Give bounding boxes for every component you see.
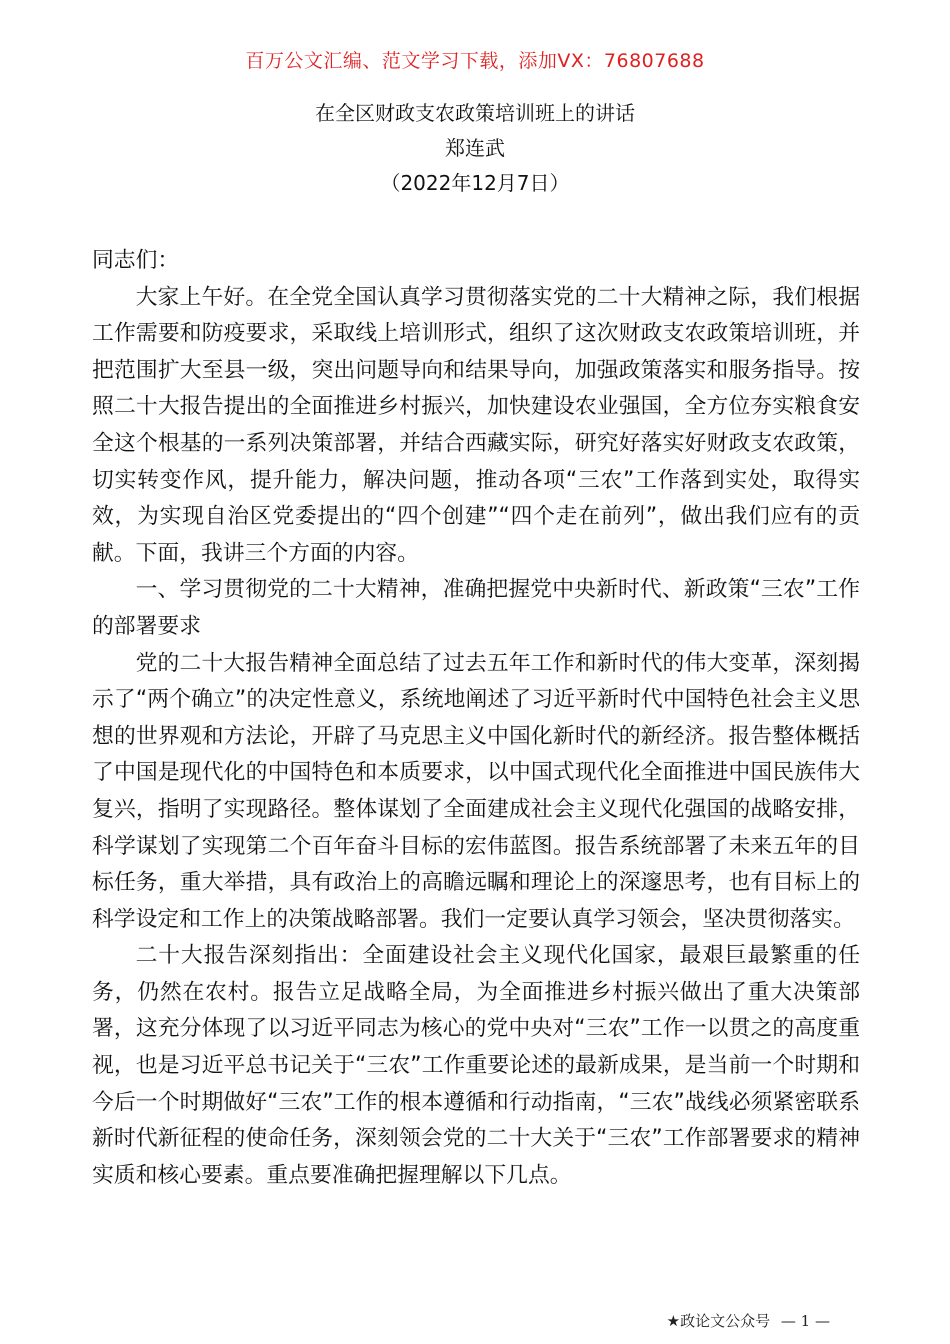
paragraph-opening: 大家上午好。在全党全国认真学习贯彻落实党的二十大精神之际，我们根据工作需要和防疫要求，采取线上培训形式，组织了这次财政支农政策培训班，并把范围扩大至县一级，突出问题导向和结果导向，加强政策落实和服务指导。按照二十大报告提出的全面推进乡村振兴，加快建设农业强国，全方位夯实粮食安全这个根基的一系列决策部署，并结合西藏实际，研究好落实好财政支农政策，切实转变作风，提升能力，解决问题，推动各项“三农”工作落到实处，取得实效，为实现自治区党委提出的“四个创建”“四个走在前列”，做出我们应有的贡献。下面，我讲三个方面的内容。 bbox=[92, 284, 860, 566]
watermark-banner: 百万公文汇编、范文学习下载，添加VX：76807688 bbox=[245, 50, 705, 72]
document-date: （2022年12月7日） bbox=[380, 171, 570, 195]
footer-source: ★政论文公众号 bbox=[666, 1312, 771, 1330]
document-title: 在全区财政支农政策培训班上的讲话 bbox=[315, 101, 635, 125]
section-heading-1: 一、学习贯彻党的二十大精神，准确把握党中央新时代、新政策“三农”工作的部署要求 bbox=[92, 577, 860, 639]
document-author: 郑连武 bbox=[445, 136, 505, 160]
title-block bbox=[0, 96, 950, 201]
page-footer bbox=[667, 1310, 830, 1331]
document-body bbox=[92, 243, 860, 1194]
paragraph: 二十大报告深刻指出：全面建设社会主义现代化国家，最艰巨最繁重的任务，仍然在农村。报告立足战略全局，为全面推进乡村振兴做出了重大决策部署，这充分体现了以习近平同志为核心的党中央对“三农”工作一以贯之的高度重视，也是习近平总书记关于“三农”工作重要论述的最新成果，是当前一个时期和今后一个时期做好“三农”工作的根本遵循和行动指南，“三农”战线必须紧密联系新时代新征程的使命任务，深刻领会党的二十大关于“三农”工作部署要求的精神实质和核心要素。重点要准确把握理解以下几点。 bbox=[92, 943, 860, 1188]
page-number: — 1 — bbox=[780, 1312, 830, 1330]
salutation: 同志们： bbox=[92, 248, 180, 273]
paragraph: 党的二十大报告精神全面总结了过去五年工作和新时代的伟大变革，深刻揭示了“两个确立”的决定性意义，系统地阐述了习近平新时代中国特色社会主义思想的世界观和方法论，开辟了马克思主义中国化新时代的新经济。报告整体概括了中国是现代化的中国特色和本质要求，以中国式现代化全面推进中国民族伟大复兴，指明了实现路径。整体谋划了全面建成社会主义现代化强国的战略安排，科学谋划了实现第二个百年奋斗目标的宏伟蓝图。报告系统部署了未来五年的目标任务，重大举措，具有政治上的高瞻远瞩和理论上的深邃思考，也有目标上的科学设定和工作上的决策战略部署。我们一定要认真学习领会，坚决贯彻落实。 bbox=[92, 650, 860, 932]
